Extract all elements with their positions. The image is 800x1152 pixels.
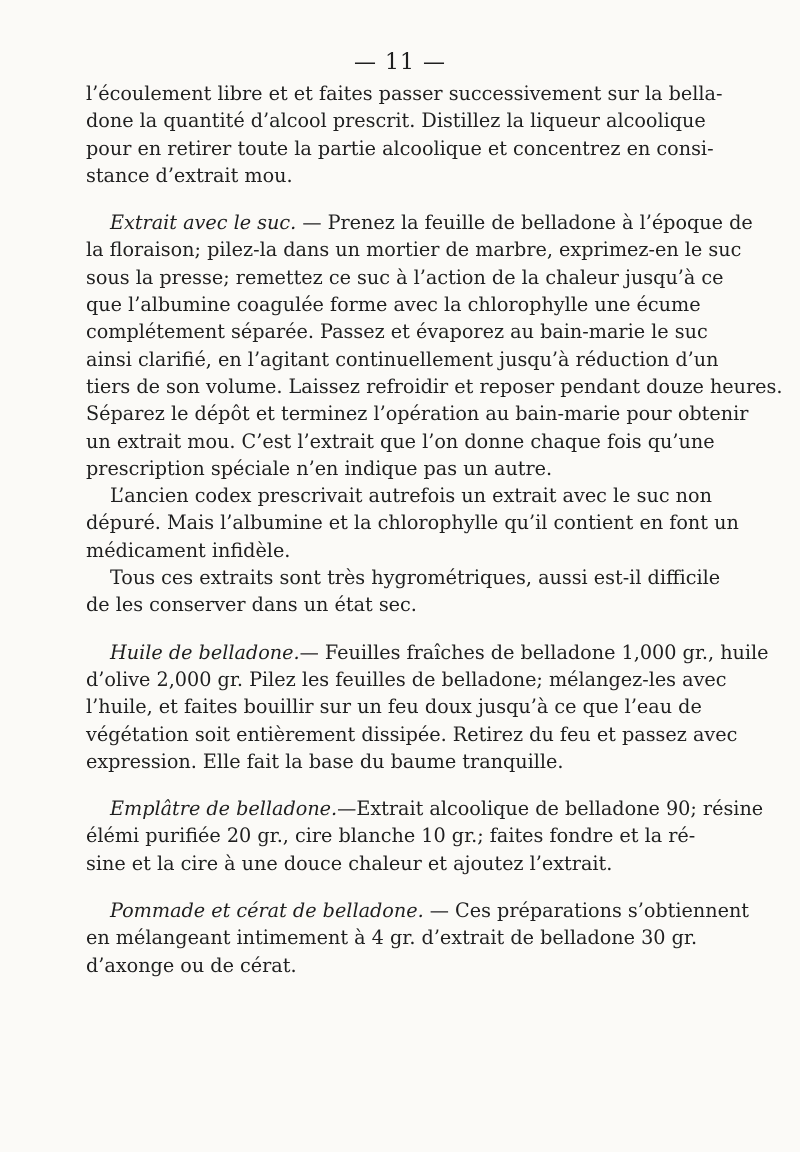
text-line: ainsi clarifié, en l’agitant continuellement jusqu’à réduction d’un bbox=[86, 347, 719, 371]
text-line: de les conserver dans un état sec. bbox=[86, 593, 417, 617]
text-line: Séparez le dépôt et terminez l’opération au bain-marie pour obtenir bbox=[86, 402, 749, 426]
text-line-rest: — Feuilles fraîches de belladone 1,000 gr., huile bbox=[299, 640, 769, 664]
body-text bbox=[86, 80, 783, 979]
text-line: un extrait mou. C’est l’extrait que l’on donne chaque fois qu’une bbox=[86, 429, 715, 453]
text-line: l’écoulement libre et et faites passer successivement sur la bella- bbox=[86, 82, 723, 105]
text-line bbox=[86, 209, 753, 236]
text-line: d’olive 2,000 gr. Pilez les feuilles de belladone; mélangez-les avec bbox=[86, 667, 727, 691]
text-line: stance d’extrait mou. bbox=[86, 163, 293, 187]
text-line bbox=[86, 897, 750, 924]
section-heading: Pommade et cérat de belladone. bbox=[110, 899, 424, 923]
section-heading: Extrait avec le suc. bbox=[110, 211, 297, 235]
text-line: pour en retirer toute la partie alcoolique et concentrez en consi- bbox=[86, 136, 714, 160]
text-line: Tous ces extraits sont très hygrométriques, aussi est-il difficile bbox=[110, 566, 721, 590]
text-line: en mélangeant intimement à 4 gr. d’extrait de belladone 30 gr. bbox=[86, 926, 698, 950]
text-line: élémi purifiée 20 gr., cire blanche 10 gr.; faites fondre et la ré- bbox=[86, 824, 696, 848]
text-line: médicament infidèle. bbox=[86, 538, 291, 562]
text-line: expression. Elle fait la base du baume tranquille. bbox=[86, 749, 564, 773]
text-line: prescription spéciale n’en indique pas un autre. bbox=[86, 456, 553, 480]
section-heading: Huile de belladone. bbox=[110, 640, 300, 664]
text-line: que l’albumine coagulée forme avec la chlorophylle une écume bbox=[86, 293, 701, 317]
page-number: — 11 — bbox=[354, 50, 446, 75]
text-line-rest: — Prenez la feuille de belladone à l’époque de bbox=[296, 211, 753, 235]
text-line: l’huile, et faites bouillir sur un feu doux jusqu’à ce que l’eau de bbox=[86, 695, 702, 719]
text-line-rest: —Extrait alcoolique de belladone 90; résine bbox=[337, 797, 764, 821]
text-line: d’axonge ou de cérat. bbox=[86, 953, 297, 977]
text-line: sous la presse; remettez ce suc à l’action de la chaleur jusqu’à ce bbox=[86, 265, 724, 289]
text-line: la floraison; pilez-la dans un mortier de marbre, exprimez-en le suc bbox=[86, 238, 742, 262]
text-line: végétation soit entièrement dissipée. Retirez du feu et passez avec bbox=[86, 722, 738, 746]
section-heading: Emplâtre de belladone. bbox=[110, 797, 338, 821]
text-line: complétement séparée. Passez et évaporez au bain-marie le suc bbox=[86, 320, 708, 344]
text-line bbox=[86, 639, 769, 666]
text-line: tiers de son volume. Laissez refroidir et reposer pendant douze heures. bbox=[86, 374, 783, 398]
text-line: L’ancien codex prescrivait autrefois un extrait avec le suc non bbox=[110, 484, 712, 508]
text-line-rest: — Ces préparations s’obtiennent bbox=[423, 899, 750, 923]
text-line: dépuré. Mais l’albumine et la chlorophylle qu’il contient en font un bbox=[86, 511, 739, 535]
text-line: sine et la cire à une douce chaleur et ajoutez l’extrait. bbox=[86, 851, 613, 875]
text-line: done la quantité d’alcool prescrit. Distillez la liqueur alcoolique bbox=[86, 109, 706, 133]
text-line bbox=[86, 795, 764, 822]
